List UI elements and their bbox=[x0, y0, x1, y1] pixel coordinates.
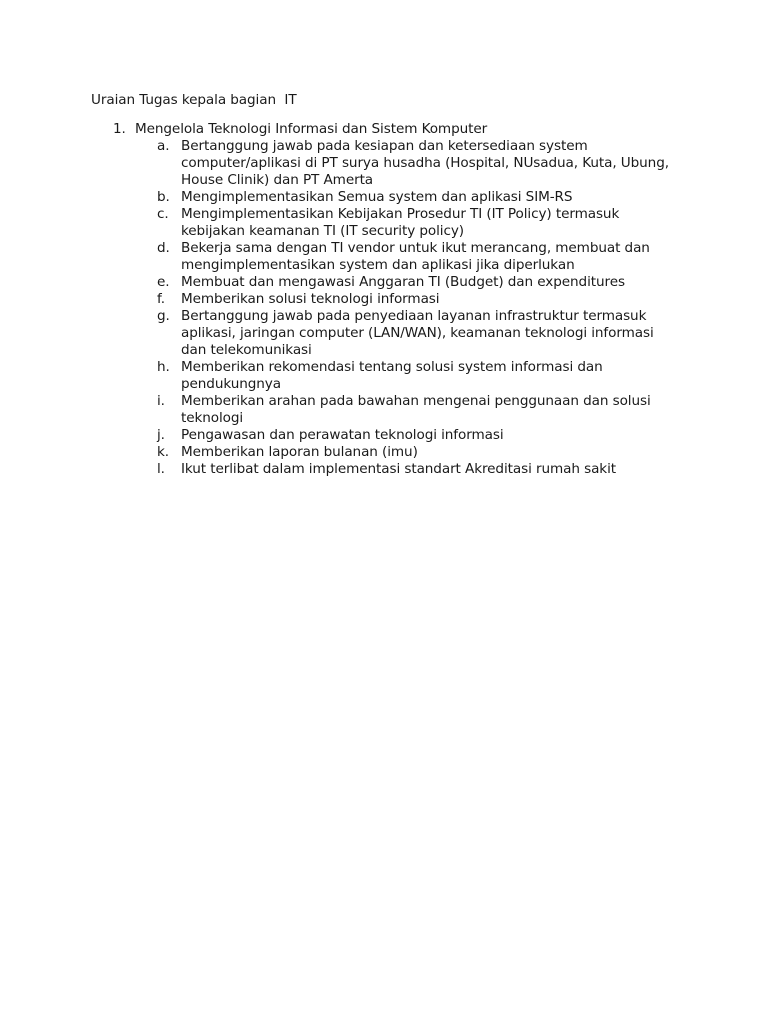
sub-task-item bbox=[91, 427, 671, 444]
sub-task-item bbox=[91, 206, 671, 240]
sub-task-text: Bertanggung jawab pada kesiapan dan ketersediaan system computer/aplikasi di PT surya husadha (Hospital, NUsadua, Kuta, Ubung, House Clinik) dan PT Amerta bbox=[181, 138, 669, 188]
sub-task-letter: c. bbox=[157, 206, 169, 222]
sub-task-text: Memberikan arahan pada bawahan mengenai penggunaan dan solusi teknologi bbox=[181, 393, 651, 426]
sub-task-text: Memberikan solusi teknologi informasi bbox=[181, 291, 440, 307]
sub-task-letter: f. bbox=[157, 291, 165, 307]
sub-task-text: Memberikan laporan bulanan (imu) bbox=[181, 444, 418, 460]
sub-task-letter: i. bbox=[157, 393, 165, 409]
sub-task-list bbox=[91, 138, 691, 478]
sub-task-item bbox=[91, 393, 671, 427]
sub-task-item bbox=[91, 274, 671, 291]
sub-task-item bbox=[91, 240, 671, 274]
sub-task-item bbox=[91, 308, 671, 359]
main-task-list bbox=[91, 121, 691, 478]
sub-task-item bbox=[91, 461, 671, 478]
sub-task-item bbox=[91, 138, 671, 189]
sub-task-text: Memberikan rekomendasi tentang solusi system informasi dan pendukungnya bbox=[181, 359, 603, 392]
document-title: Uraian Tugas kepala bagian IT bbox=[91, 92, 297, 108]
sub-task-text: Bertanggung jawab pada penyediaan layanan infrastruktur termasuk aplikasi, jaringan computer (LAN/WAN), keamanan teknologi informasi dan telekomunikasi bbox=[181, 308, 654, 358]
sub-task-letter: e. bbox=[157, 274, 170, 290]
sub-task-text: Mengimplementasikan Kebijakan Prosedur TI (IT Policy) termasuk kebijakan keamanan TI (IT security policy) bbox=[181, 206, 620, 239]
sub-task-letter: h. bbox=[157, 359, 170, 375]
sub-task-text: Bekerja sama dengan TI vendor untuk ikut merancang, membuat dan mengimplementasikan system dan aplikasi jika diperlukan bbox=[181, 240, 650, 273]
sub-task-letter: j. bbox=[157, 427, 165, 443]
sub-task-text: Ikut terlibat dalam implementasi standart Akreditasi rumah sakit bbox=[181, 461, 616, 477]
sub-task-letter: g. bbox=[157, 308, 170, 324]
sub-task-letter: k. bbox=[157, 444, 169, 460]
sub-task-letter: b. bbox=[157, 189, 170, 205]
main-task-item bbox=[91, 121, 691, 478]
sub-task-letter: a. bbox=[157, 138, 170, 154]
sub-task-item bbox=[91, 359, 671, 393]
sub-task-item bbox=[91, 444, 671, 461]
main-task-heading-row bbox=[91, 121, 691, 138]
sub-task-text: Pengawasan dan perawatan teknologi informasi bbox=[181, 427, 504, 443]
sub-task-item bbox=[91, 189, 671, 206]
sub-task-letter: l. bbox=[157, 461, 165, 477]
sub-task-item bbox=[91, 291, 671, 308]
main-task-heading: Mengelola Teknologi Informasi dan Sistem Komputer bbox=[135, 121, 488, 137]
main-task-number: 1. bbox=[113, 121, 126, 137]
sub-task-text: Mengimplementasikan Semua system dan aplikasi SIM-RS bbox=[181, 189, 573, 205]
sub-task-text: Membuat dan mengawasi Anggaran TI (Budget) dan expenditures bbox=[181, 274, 625, 290]
sub-task-letter: d. bbox=[157, 240, 170, 256]
